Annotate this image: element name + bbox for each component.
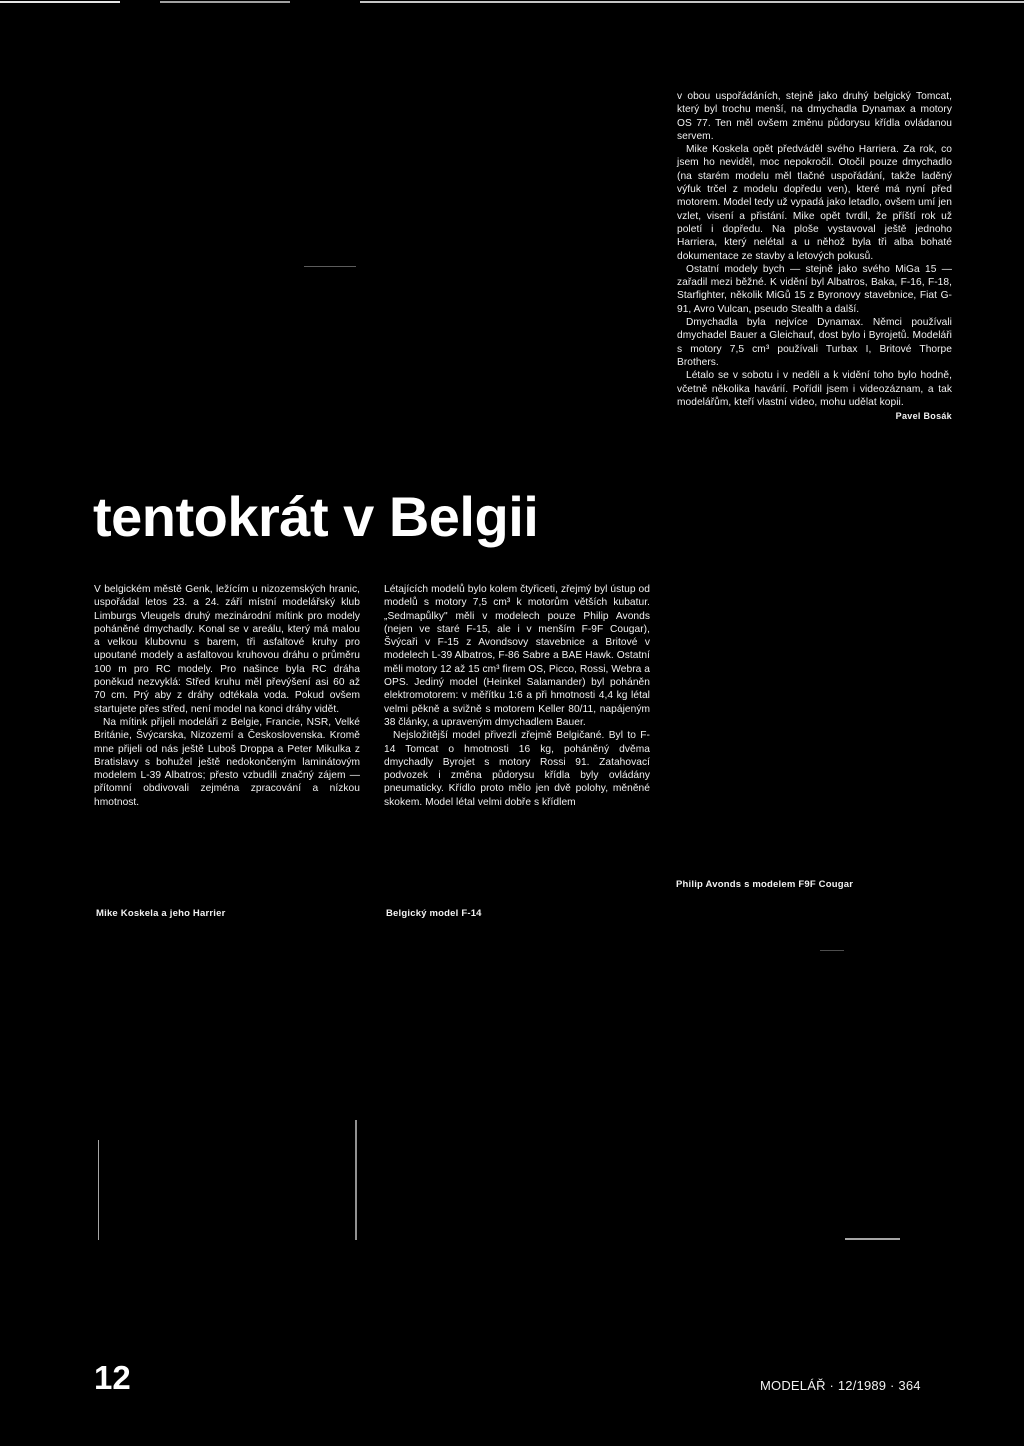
photo-line — [355, 1120, 357, 1240]
photo-area-bottom — [80, 930, 960, 1330]
top-rule — [0, 0, 1024, 4]
column-left — [94, 583, 360, 809]
caption-f14-photo: Belgický model F-14 — [386, 908, 482, 919]
author-signature: Pavel Bosák — [895, 411, 952, 422]
paragraph: Mike Koskela opět předváděl svého Harriera. Za rok, co jsem ho neviděl, moc nepokročil. Otočil pouze dmychadlo (na starém modelu měl tlačné uspořádání, takže laděný výfuk trčel z modelu dopředu ven), které má nyní před motorem. Model tedy už vypadá jako letadlo, ovšem umí jen vzlet, visení a přistání. Mike opět tvrdil, že příští rok už poletí i dopředu. Na ploše vystavoval ještě jednoho Harriera, který nelétal a u něhož byla tři alba bohaté dokumentace ze stavby a letových pokusů. — [677, 144, 952, 262]
caption-harrier-photo: Mike Koskela a jeho Harrier — [96, 908, 226, 919]
paragraph: v obou uspořádáních, stejně jako druhý belgický Tomcat, který byl trochu menší, na dmychadla Dynamax a motory OS 77. Ten měl ovšem změnu půdorysu křídla ovládanou servem. — [677, 91, 952, 142]
paragraph: V belgickém městě Genk, ležícím u nizozemských hranic, uspořádal letos 23. a 24. září místní modelářský klub Limburgs Vleugels druhý mezinárodní mítink pro modely poháněné dmychadly. Konal se v areálu, který má malou a velkou klubovnu s barem, tři asfaltové kruhy pro upoutané modely a asfaltovou kruhovou dráhu o průměru 100 m pro RC modely. Pro našince byla RC dráha poněkud nezvyklá: Střed kruhu měl převýšení asi 60 až 70 cm. Prý aby z dráhy odtékala voda. Pokud ovšem startujete přes střed, není model na konci dráhy vidět. — [94, 584, 360, 715]
paragraph: Dmychadla byla nejvíce Dynamax. Němci používali dmychadel Bauer a Gleichauf, dost bylo i Byrojetů. Modeláři s motory 7,5 cm³ používali Turbax I, Britové Thorpe Brothers. — [677, 317, 952, 368]
caption-cougar-photo: Philip Avonds s modelem F9F Cougar — [676, 879, 854, 890]
magazine-footer: MODELÁŘ · 12/1989 · 364 — [760, 1378, 921, 1393]
photo-area-top — [80, 40, 660, 480]
column-middle — [384, 583, 650, 809]
paragraph: Nejsložitější model přivezli zřejmě Belgičané. Byl to F-14 Tomcat o hmotnosti 16 kg, poháněný dvěma dmychadly Byrojet s motory Rossi 91. Zatahovací podvozek i změna půdorysu křídla byly ovládány pneumaticky. Křídlo proto mělo jen dvě polohy, měněné skokem. Model létal velmi dobře s křídlem — [384, 730, 650, 808]
photo-line — [98, 1140, 99, 1240]
paragraph: Létajících modelů bylo kolem čtyřiceti, zřejmý byl ústup od modelů s motory 7,5 cm³ k motorům větších kubatur. „Sedmapůlky" měli v modelech pouze Philip Avonds (nejen ve staré F-15, ale i v menším F-9F Cougar), Švýcaři v F-15 z Avondsovy stavebnice a Britové v modelech L-39 Albatros, F-86 Sabre a BAE Hawk. Ostatní měli motory 12 až 15 cm³ firem OS, Picco, Rossi, Webra a OPS. Jediný model (Heinkel Salamander) byl poháněn elektromotorem: v měřítku 1:6 a při hmotnosti 4,4 kg létal velmi pěkně a svižně s motorem Keller 80/11, napájeným 38 články, a upraveným dmychadlem Bauer. — [384, 584, 650, 728]
photo-speck — [820, 950, 844, 951]
paragraph: Na mítink přijeli modeláři z Belgie, Francie, NSR, Velké Británie, Švýcarska, Nizozemí a Československa. Kromě mne přijeli od nás ještě Luboš Droppa a Peter Mikulka z Bratislavy s bohužel ještě nedokončeným laminátovým modelem L-39 Albatros; přesto vzbudili značný zájem — přítomní obdivovali zejména zpracování a nízkou hmotnost. — [94, 716, 360, 808]
article-headline: tentokrát v Belgii — [93, 485, 539, 548]
column-right-top — [677, 90, 952, 423]
paragraph: Létalo se v sobotu i v neděli a k vidění toho bylo hodně, včetně několika havárií. Pořídil jsem i videozáznam, a tak modelářům, kteří vlastní video, mohu udělat kopii. — [677, 370, 952, 408]
paragraph: Ostatní modely bych — stejně jako svého MiGa 15 — zařadil mezi běžné. K vidění byl Albatros, Baka, F-16, F-18, Starfighter, několik MiGů 15 z Byronovy stavebnice, Fiat G-91, Avro Vulcan, pseudo Stealth a další. — [677, 263, 952, 315]
page-number: 12 — [94, 1359, 131, 1396]
photo-line — [845, 1238, 900, 1240]
photo-speck — [304, 266, 356, 267]
